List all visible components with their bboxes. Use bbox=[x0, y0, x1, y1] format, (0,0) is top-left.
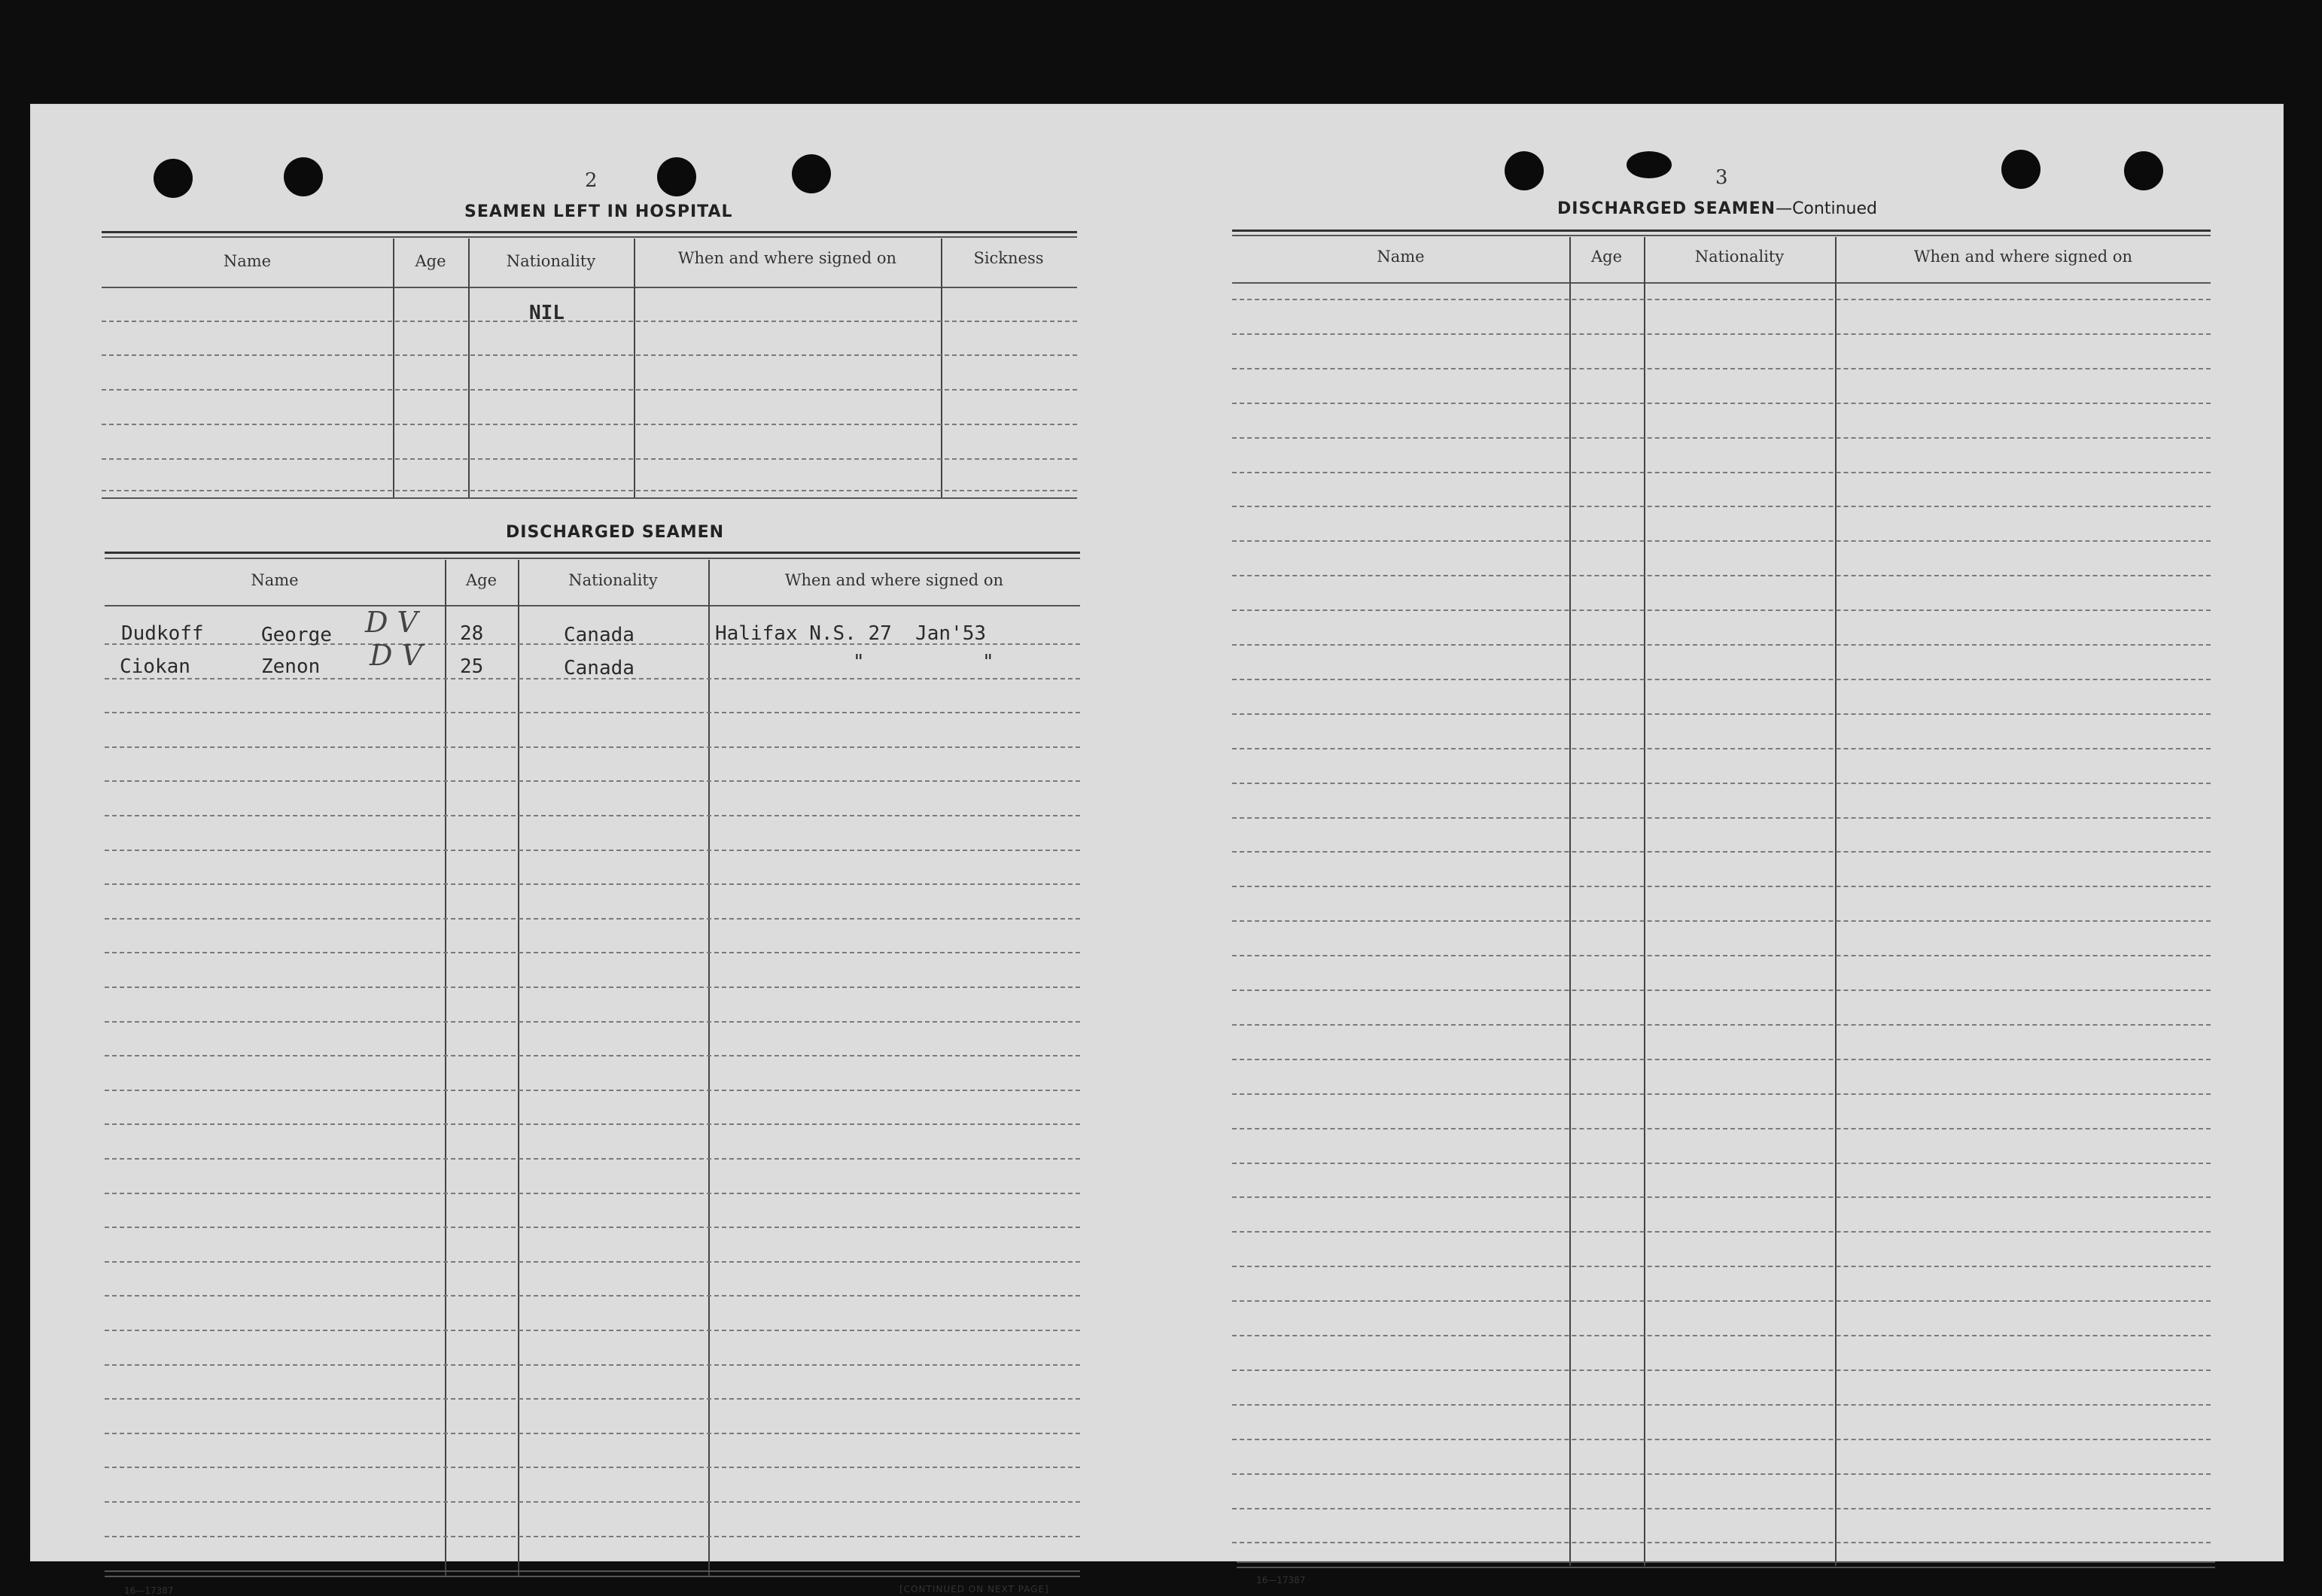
column-divider bbox=[634, 239, 635, 499]
table-top-rule bbox=[105, 552, 1080, 554]
column-header-nationality: Nationality bbox=[506, 252, 596, 270]
ruled-line bbox=[105, 1021, 1080, 1023]
ruled-line bbox=[1232, 644, 2211, 646]
table-top-rule bbox=[102, 231, 1077, 233]
ruled-line bbox=[105, 1536, 1080, 1537]
heading-suffix: —Continued bbox=[1776, 199, 1877, 218]
continued-note: [CONTINUED ON NEXT PAGE] bbox=[899, 1584, 1049, 1594]
ruled-line bbox=[105, 883, 1080, 885]
ruled-line bbox=[1232, 748, 2211, 749]
column-header-age: Age bbox=[415, 252, 446, 270]
document-sheet bbox=[30, 104, 2284, 1596]
row1-signed-on: Halifax N.S. 27 Jan'53 bbox=[715, 622, 987, 645]
ruled-line bbox=[1232, 1335, 2211, 1336]
row2-nationality: Canada bbox=[564, 657, 635, 679]
column-header-signed-on: When and where signed on bbox=[784, 571, 1004, 589]
row1-given: George bbox=[261, 624, 332, 646]
ruled-line bbox=[105, 1227, 1080, 1228]
header-rule bbox=[1232, 282, 2211, 284]
column-header-signed-on: When and where signed on bbox=[677, 249, 897, 267]
column-header-sickness: Sickness bbox=[973, 249, 1044, 267]
punch-hole bbox=[284, 157, 323, 196]
ruled-line bbox=[102, 458, 1077, 460]
ruled-line bbox=[105, 1295, 1080, 1297]
ruled-line bbox=[1232, 1024, 2211, 1026]
ruled-line bbox=[1232, 1508, 2211, 1509]
ruled-line bbox=[105, 1261, 1080, 1263]
table-bottom-rule bbox=[102, 497, 1077, 499]
ruled-line bbox=[1232, 368, 2211, 369]
ruled-line bbox=[1232, 955, 2211, 956]
ruled-line bbox=[105, 1090, 1080, 1091]
ruled-line bbox=[105, 746, 1080, 748]
ruled-line bbox=[1232, 1266, 2211, 1267]
ruled-line bbox=[1232, 610, 2211, 611]
ruled-line bbox=[1232, 1542, 2211, 1543]
punch-hole bbox=[2124, 151, 2163, 190]
ruled-line bbox=[102, 321, 1077, 322]
ruled-line bbox=[102, 424, 1077, 425]
form-number-right: 16—17387 bbox=[1256, 1575, 1306, 1585]
punch-hole bbox=[1627, 151, 1672, 178]
ruled-line bbox=[105, 1433, 1080, 1434]
column-divider bbox=[941, 239, 942, 499]
hospital-nil-entry: NIL bbox=[529, 302, 565, 324]
ruled-line bbox=[105, 1330, 1080, 1331]
ruled-line bbox=[1232, 990, 2211, 991]
ruled-line bbox=[1232, 1059, 2211, 1060]
row2-given: Zenon bbox=[261, 655, 321, 678]
ruled-line bbox=[1232, 1370, 2211, 1371]
ruled-line bbox=[1232, 1093, 2211, 1095]
table-bottom-rule bbox=[105, 1576, 1080, 1577]
header-rule bbox=[105, 605, 1080, 606]
ruled-line bbox=[1232, 920, 2211, 922]
ruled-line bbox=[105, 1158, 1080, 1160]
ruled-line bbox=[1232, 1163, 2211, 1164]
ruled-line bbox=[1232, 886, 2211, 887]
ruled-line bbox=[1232, 1473, 2211, 1475]
ruled-line bbox=[1232, 1300, 2211, 1302]
ruled-line bbox=[105, 1501, 1080, 1503]
column-header-age: Age bbox=[465, 571, 498, 589]
ruled-line bbox=[1232, 403, 2211, 404]
column-divider bbox=[393, 239, 394, 499]
ruled-line bbox=[102, 389, 1077, 391]
page-number-left: 2 bbox=[585, 169, 598, 192]
ruled-line bbox=[1232, 1404, 2211, 1406]
ruled-line bbox=[1232, 506, 2211, 507]
ruled-line bbox=[1232, 333, 2211, 335]
ruled-line bbox=[105, 918, 1080, 920]
row1-nationality: Canada bbox=[564, 624, 635, 646]
ruled-line bbox=[1232, 713, 2211, 715]
table-bottom-rule bbox=[1237, 1561, 2215, 1563]
page-number-right: 3 bbox=[1715, 166, 1728, 189]
ruled-line bbox=[105, 1055, 1080, 1056]
ruled-line bbox=[105, 850, 1080, 851]
column-header-nationality: Nationality bbox=[568, 571, 658, 589]
ruled-line bbox=[105, 1193, 1080, 1194]
column-header-name: Name bbox=[251, 571, 299, 589]
form-number-left: 16—17387 bbox=[124, 1585, 174, 1596]
punch-hole bbox=[792, 154, 831, 193]
ruled-line bbox=[1232, 299, 2211, 300]
ruled-line bbox=[1232, 575, 2211, 576]
ruled-line bbox=[105, 1364, 1080, 1366]
ruled-line bbox=[105, 1123, 1080, 1125]
ruled-line bbox=[105, 986, 1080, 988]
ruled-line bbox=[1232, 1128, 2211, 1129]
discharged-heading: DISCHARGED SEAMEN bbox=[506, 523, 725, 542]
column-header-age: Age bbox=[1590, 248, 1623, 266]
discharged-continued-heading bbox=[1557, 199, 1877, 218]
header-rule bbox=[102, 287, 1077, 288]
ruled-line bbox=[1232, 783, 2211, 784]
row1-age: 28 bbox=[460, 622, 484, 645]
row1-handwritten-mark: D V bbox=[365, 606, 418, 639]
table-bottom-rule bbox=[105, 1570, 1080, 1572]
table-bottom-rule bbox=[1237, 1567, 2215, 1568]
ruled-line bbox=[1232, 1439, 2211, 1440]
column-divider bbox=[468, 239, 470, 499]
row2-surname: Ciokan bbox=[120, 655, 190, 678]
ruled-line bbox=[1232, 1231, 2211, 1233]
ruled-line bbox=[102, 490, 1077, 491]
ruled-line bbox=[105, 815, 1080, 816]
ruled-line bbox=[105, 952, 1080, 953]
punch-hole bbox=[1505, 151, 1544, 190]
hospital-heading: SEAMEN LEFT IN HOSPITAL bbox=[464, 202, 733, 221]
column-header-signed-on: When and where signed on bbox=[1913, 248, 2133, 266]
ruled-line bbox=[1232, 437, 2211, 439]
table-top-rule bbox=[1232, 235, 2211, 236]
ruled-line bbox=[105, 780, 1080, 782]
heading-main: DISCHARGED SEAMEN bbox=[1557, 199, 1776, 218]
table-top-rule bbox=[105, 558, 1080, 559]
row2-signed-on-ditto-place: " bbox=[853, 651, 865, 673]
punch-hole bbox=[2001, 150, 2040, 189]
table-top-rule bbox=[102, 236, 1077, 238]
ruled-line bbox=[1232, 1196, 2211, 1198]
table-top-rule bbox=[1232, 230, 2211, 232]
ruled-line bbox=[1232, 472, 2211, 473]
column-header-name: Name bbox=[1377, 248, 1425, 266]
ruled-line bbox=[1232, 817, 2211, 819]
ruled-line bbox=[1232, 679, 2211, 680]
row2-handwritten-mark: D V bbox=[370, 639, 422, 672]
ruled-line bbox=[1232, 851, 2211, 853]
ruled-line bbox=[105, 712, 1080, 713]
column-header-name: Name bbox=[223, 252, 272, 270]
row1-surname: Dudkoff bbox=[121, 622, 204, 645]
ruled-line bbox=[105, 1467, 1080, 1468]
row2-age: 25 bbox=[460, 655, 484, 678]
ruled-line bbox=[102, 354, 1077, 356]
punch-hole bbox=[657, 157, 696, 196]
ruled-line bbox=[105, 1398, 1080, 1400]
row2-signed-on-ditto-date: " bbox=[982, 651, 994, 673]
column-header-nationality: Nationality bbox=[1694, 248, 1785, 266]
punch-hole bbox=[154, 159, 193, 198]
ruled-line bbox=[1232, 540, 2211, 542]
